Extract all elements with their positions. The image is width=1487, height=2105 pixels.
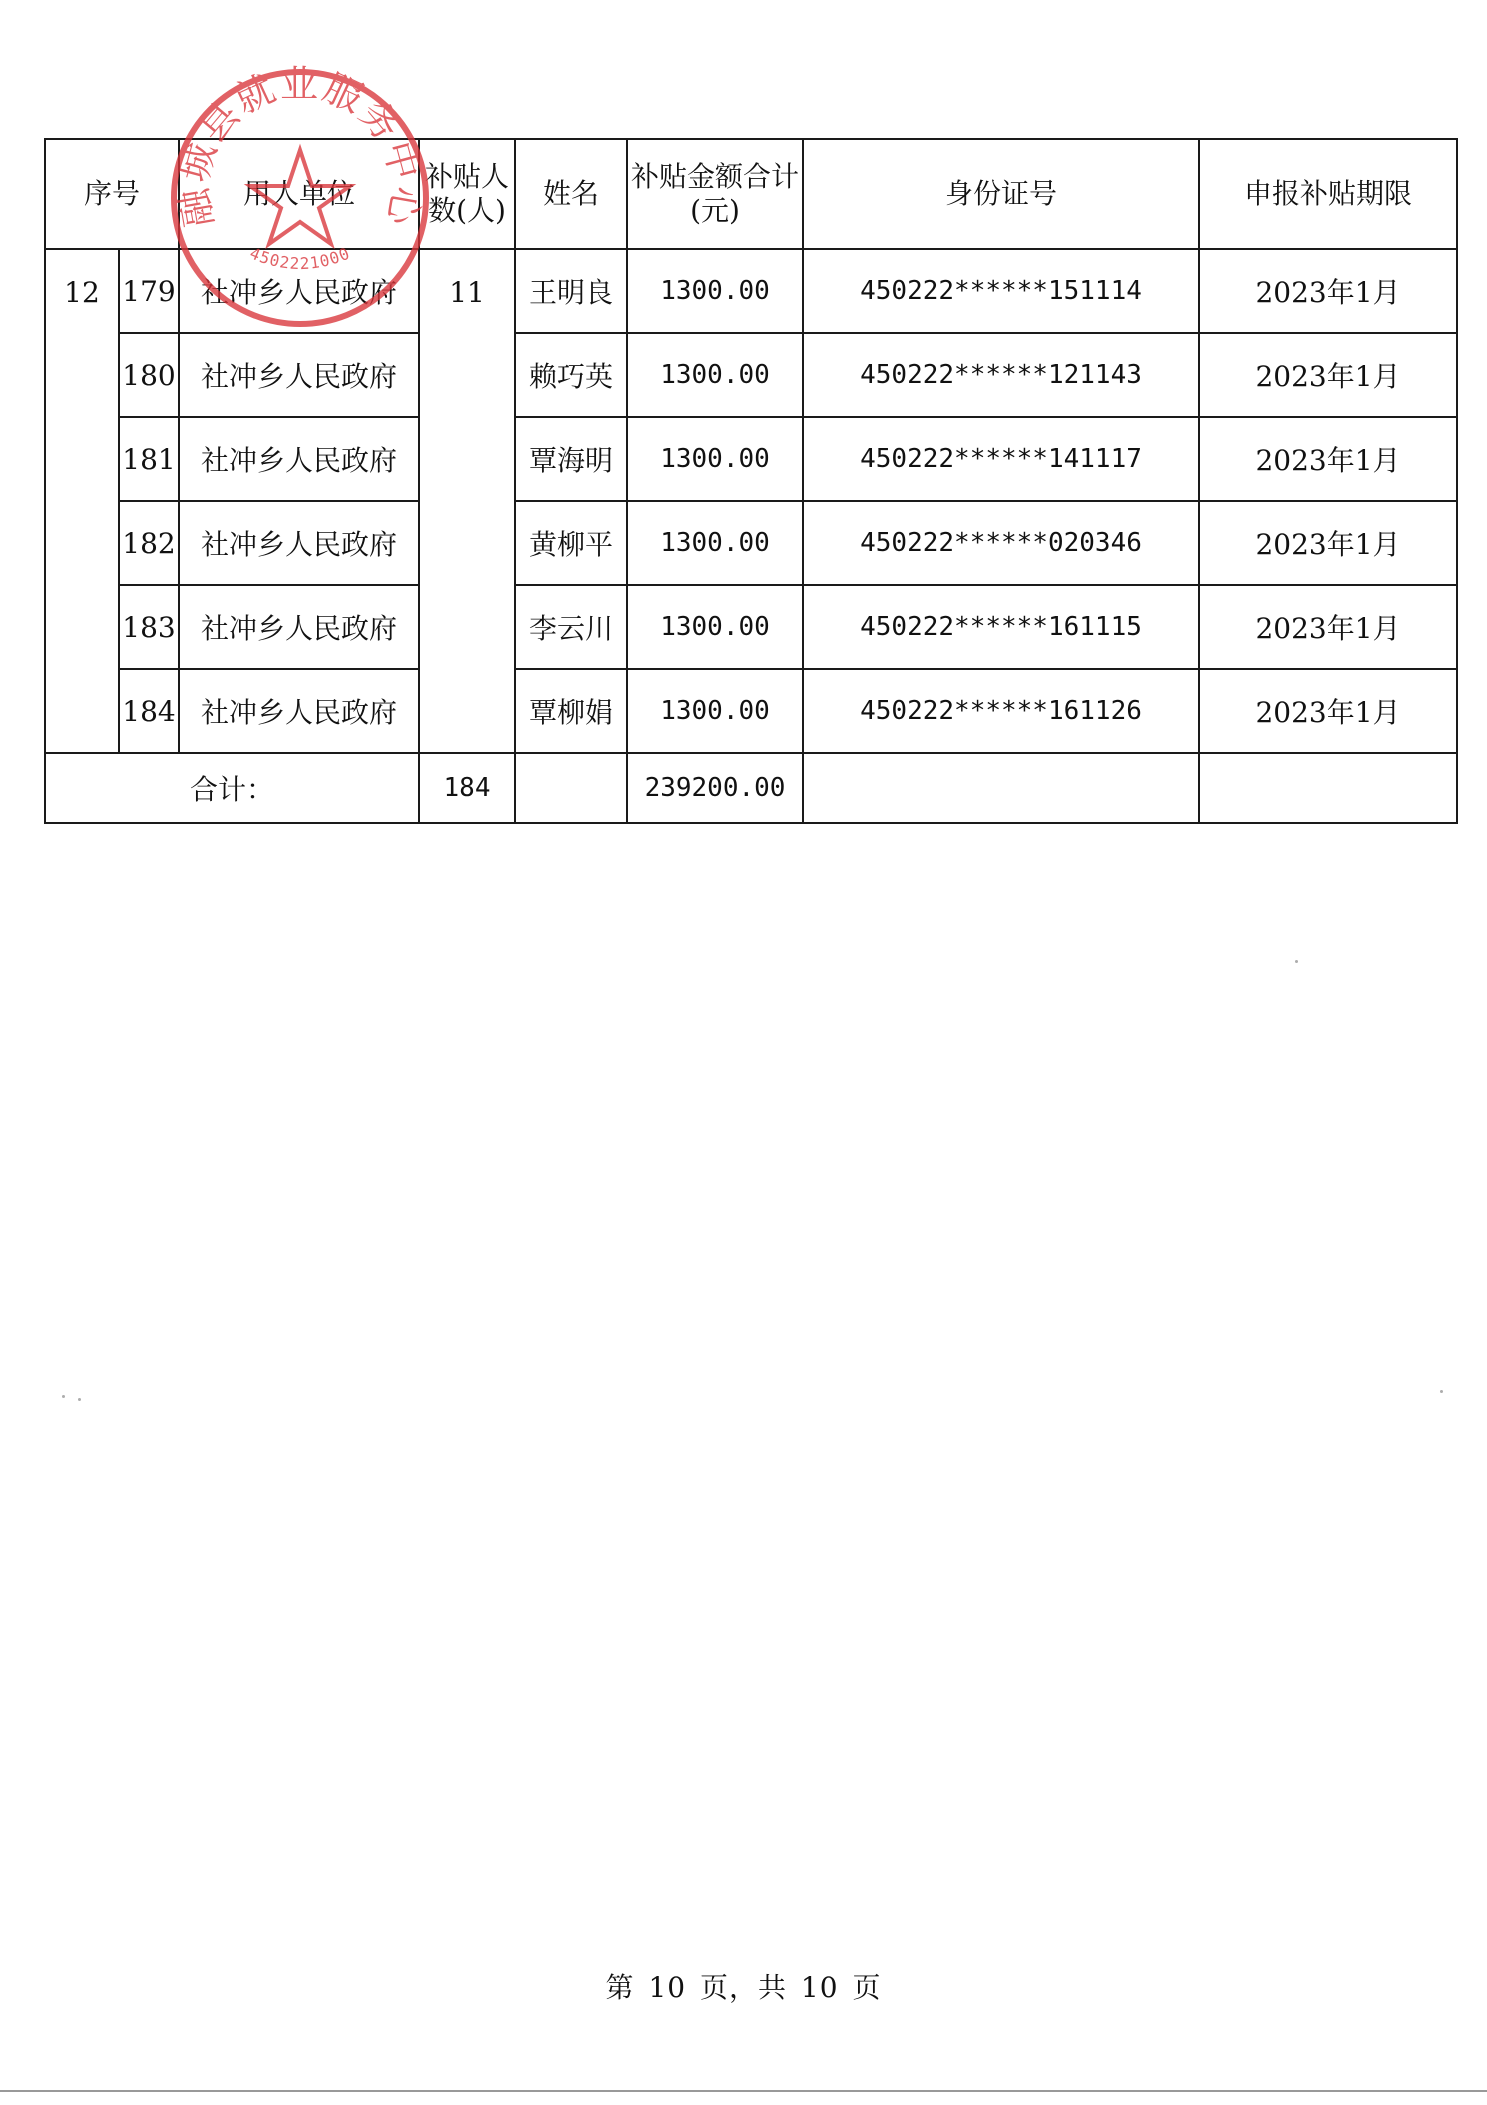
group-employer-count: 11 (419, 249, 515, 753)
total-count: 184 (419, 753, 515, 823)
row-employer: 社冲乡人民政府 (179, 669, 419, 753)
row-seq: 179 (119, 249, 179, 333)
footer-label-3: 页 (852, 1971, 882, 2004)
row-name: 王明良 (515, 249, 627, 333)
row-id-number: 450222******161126 (803, 669, 1199, 753)
row-amount: 1300.00 (627, 333, 803, 417)
row-name: 李云川 (515, 585, 627, 669)
row-amount: 1300.00 (627, 669, 803, 753)
table-row (45, 669, 1457, 753)
total-period-empty (1199, 753, 1457, 823)
row-seq: 180 (119, 333, 179, 417)
row-employer: 社冲乡人民政府 (179, 585, 419, 669)
scan-speck (1295, 960, 1298, 963)
row-employer: 社冲乡人民政府 (179, 501, 419, 585)
header-count: 补贴人数(人) (419, 139, 515, 249)
total-name-empty (515, 753, 627, 823)
row-amount: 1300.00 (627, 249, 803, 333)
row-employer: 社冲乡人民政府 (179, 333, 419, 417)
total-label: 合计： (45, 753, 419, 823)
row-id-number: 450222******161115 (803, 585, 1199, 669)
row-seq: 181 (119, 417, 179, 501)
scan-edge (0, 2090, 1487, 2092)
scan-speck (78, 1398, 81, 1401)
footer-label-1: 第 (605, 1971, 635, 2004)
scan-speck (1440, 1390, 1443, 1393)
table-row (45, 585, 1457, 669)
header-employer: 用人单位 (179, 139, 419, 249)
row-id-number: 450222******141117 (803, 417, 1199, 501)
row-amount: 1300.00 (627, 501, 803, 585)
group-number: 12 (45, 249, 119, 753)
total-row (45, 753, 1457, 823)
row-seq: 184 (119, 669, 179, 753)
table-header-row (45, 139, 1457, 249)
scan-speck (62, 1395, 65, 1398)
footer-page-total: 10 (800, 1971, 839, 2004)
row-name: 黄柳平 (515, 501, 627, 585)
svg-text:4502221000: 4502221000 (247, 243, 353, 274)
total-amount: 239200.00 (627, 753, 803, 823)
row-period: 2023年1月 (1199, 333, 1457, 417)
footer-label-2: 页，共 (699, 1971, 787, 2004)
header-seq: 序号 (45, 139, 179, 249)
row-amount: 1300.00 (627, 417, 803, 501)
row-seq: 182 (119, 501, 179, 585)
header-amount: 补贴金额合计(元) (627, 139, 803, 249)
header-name: 姓名 (515, 139, 627, 249)
row-name: 覃柳娟 (515, 669, 627, 753)
row-period: 2023年1月 (1199, 669, 1457, 753)
row-period: 2023年1月 (1199, 249, 1457, 333)
table-row (45, 333, 1457, 417)
subsidy-table (44, 138, 1458, 824)
total-id-empty (803, 753, 1199, 823)
row-id-number: 450222******151114 (803, 249, 1199, 333)
row-period: 2023年1月 (1199, 501, 1457, 585)
row-employer: 社冲乡人民政府 (179, 249, 419, 333)
row-employer: 社冲乡人民政府 (179, 417, 419, 501)
row-name: 赖巧英 (515, 333, 627, 417)
row-period: 2023年1月 (1199, 417, 1457, 501)
footer-page-current: 10 (648, 1971, 687, 2004)
table-row (45, 501, 1457, 585)
row-name: 覃海明 (515, 417, 627, 501)
row-seq: 183 (119, 585, 179, 669)
row-amount: 1300.00 (627, 585, 803, 669)
svg-text:融城县就业服务中心: 融城县就业服务中心 (171, 61, 429, 231)
header-id-number: 身份证号 (803, 139, 1199, 249)
row-id-number: 450222******121143 (803, 333, 1199, 417)
table-row (45, 417, 1457, 501)
page-footer (0, 1966, 1487, 2006)
table-row (45, 249, 1457, 333)
header-period: 申报补贴期限 (1199, 139, 1457, 249)
row-id-number: 450222******020346 (803, 501, 1199, 585)
row-period: 2023年1月 (1199, 585, 1457, 669)
